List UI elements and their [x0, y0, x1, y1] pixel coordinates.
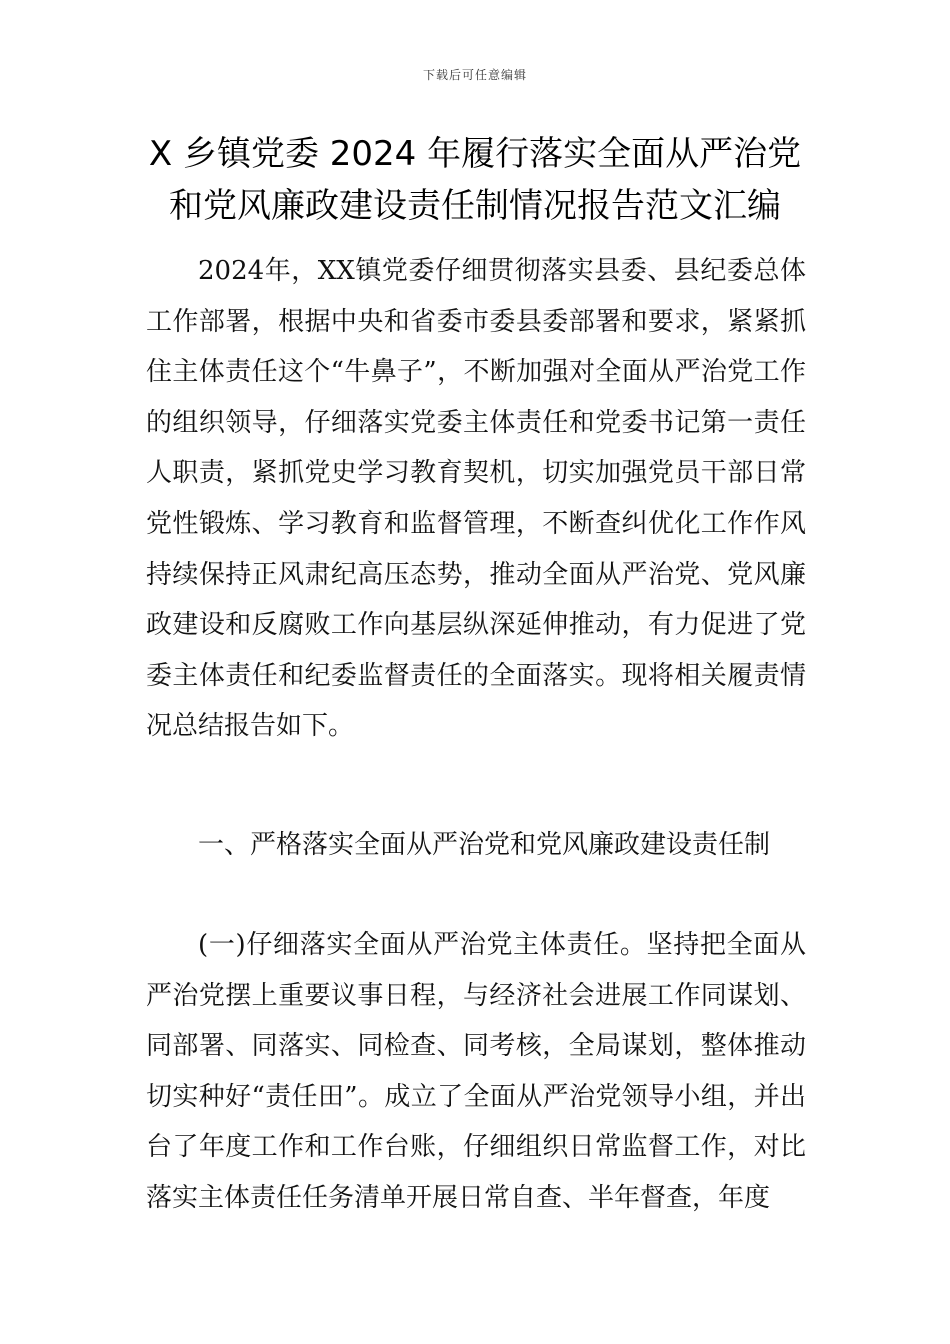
title-line-2: 和党风廉政建设责任制情况报告范文汇编	[169, 186, 781, 226]
section-heading: 一、严格落实全面从严治党和党风廉政建设责任制	[198, 830, 771, 860]
intro-paragraph: 2024年，XX镇党委仔细贯彻落实县委、县纪委总体工作部署，根据中央和省委市委县委部署和要求，紧紧抓住主体责任这个“牛鼻子”，不断加强对全面从严治党工作的组织领导，仔细落实党委主体责任和党委书记第一责任人职责，紧抓党史学习教育契机，切实加强党员干部日常党性锻炼、学习教育和监督管理，不断查纠优化工作作风持续保持正风肃纪高压态势，推动全面从严治党、党风廉政建设和反腐败工作向基层纵深延伸推动，有力促进了党委主体责任和纪委监督责任的全面落实。现将相关履责情况总结报告如下。	[146, 256, 806, 742]
document-title	[100, 128, 850, 232]
title-line-1: X 乡镇党委 2024 年履行落实全面从严治党	[148, 134, 802, 174]
header-note: 下载后可任意编辑	[422, 68, 527, 82]
subsection-paragraph: (一)仔细落实全面从严治党主体责任。坚持把全面从严治党摆上重要议事日程，与经济社会进展工作同谋划、同部署、同落实、同检查、同考核，全局谋划，整体推动切实种好“责任田”。成立了全面从严治党领导小组，并出台了年度工作和工作台账，仔细组织日常监督工作，对比落实主体责任任务清单开展日常自查、半年督查，年度	[146, 930, 806, 1213]
